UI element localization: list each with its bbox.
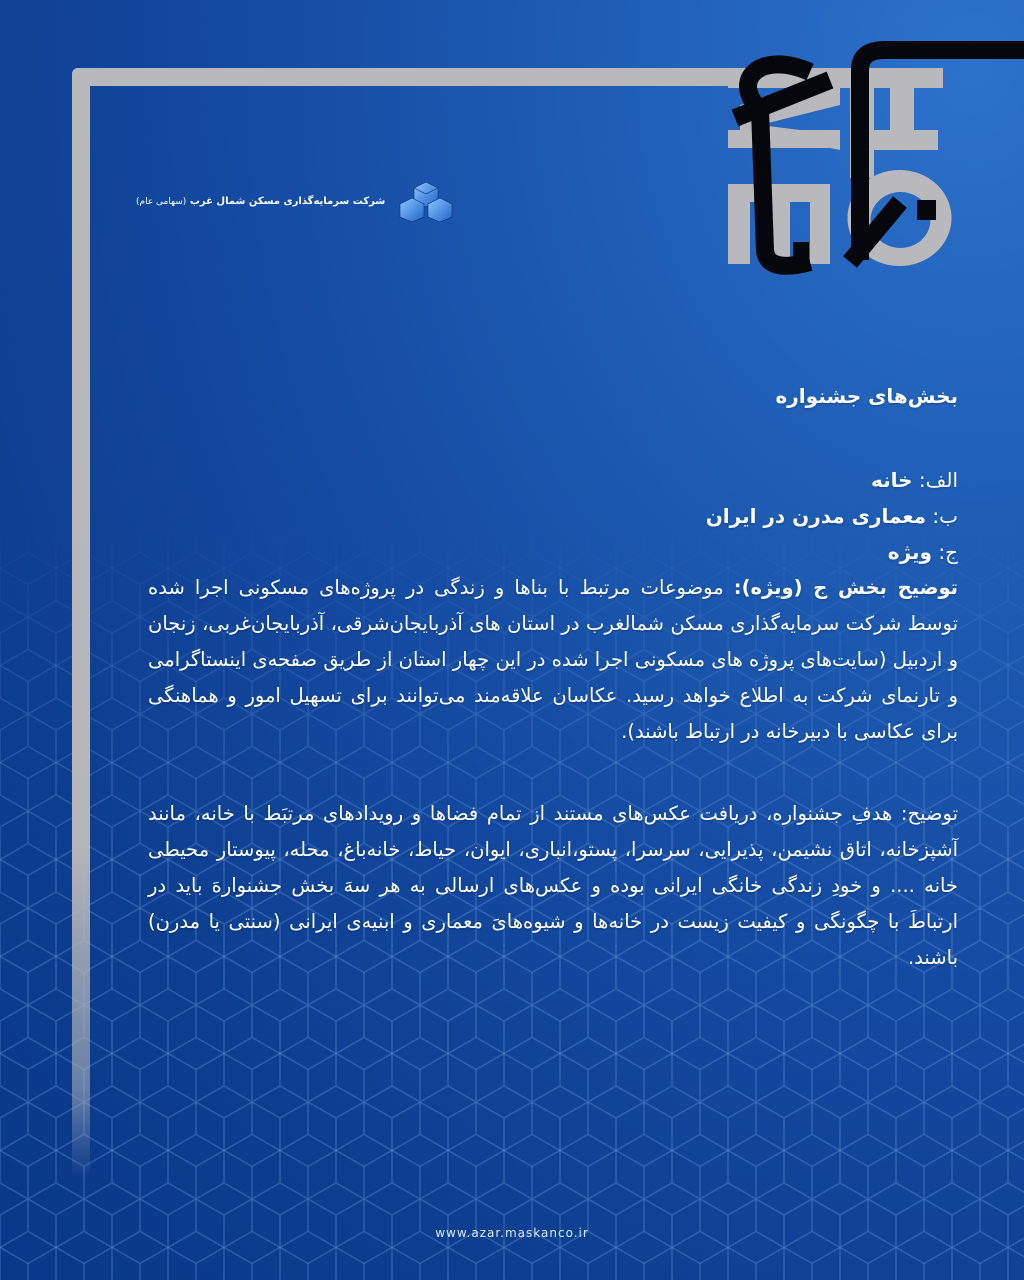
special-section-description: توضیح بخش ج (ویژه): موضوعات مرتبط با بناها و زندگی در پروژه‌های مسکونی اجرا شده توسط شرکت سرمایه‌گذاری مسکن شمالغرب در استان های آذربایجان‌شرقی، آذربایجان‌غربی، زنجان و اردبیل (سایت‌های پروژه های مسکونی اجرا شده در این چهار استان از طریق صفحه‌ی اینستاگرامی و تارنمای شرکت به اطلاع خواهد رسید. عکاسان علاقه‌مند می‌توانند برای تسهیل امور و هماهنگی برای عکاسی با دبیرخانه در ارتباط باشند). [148, 576, 958, 743]
cubes-icon [395, 180, 457, 222]
goal-description: توضیح: هدفِ جشنواره، دریافت عکس‌های مستند از تمام فضاها و رویدادهای مرتبَط با خانه، مانند آشپزخانه، اتاق نشیمن، پذیرایی، سرسرا، پستو،انباری، ایوان، حیاط، خانه‌باغ، محله، پیوستار محیطی خانه .... و خودِ زندگی خانگی ایرانی بوده و عکس‌های ارسالی به هر سهَ بخش جشنوارهَ باید در ارتباطَ با چگونگی و کیفیت زیست در خانه‌ها و شیوه‌هایَ معماری و ابنیه‌ی ایرانی (سنتی یا مدرن) باشند. [148, 802, 958, 969]
frame-top-bar [72, 68, 772, 86]
section-title: بخش‌های جشنواره [775, 384, 958, 408]
category-item-a: الف: خانه [870, 468, 958, 492]
frame-left-bar [72, 68, 90, 1178]
khane-logo-icon [700, 30, 1024, 290]
goal-heading: توضیح: [900, 802, 958, 825]
company-type: (سهامی عام) [136, 196, 187, 207]
special-section-heading: توضیح بخش ج (ویژه): [733, 576, 958, 599]
company-logo [136, 180, 457, 222]
category-item-b: ب: معماری مدرن در ایران [705, 504, 958, 528]
website-url: www.azar.maskanco.ir [435, 1226, 589, 1240]
category-item-c: ج: ویژه [887, 540, 958, 564]
festival-sections [148, 378, 958, 976]
company-name: شرکت سرمایه‌گذاری مسکن شمال غرب (سهامی عام) [136, 195, 386, 207]
festival-logo [700, 30, 1024, 290]
